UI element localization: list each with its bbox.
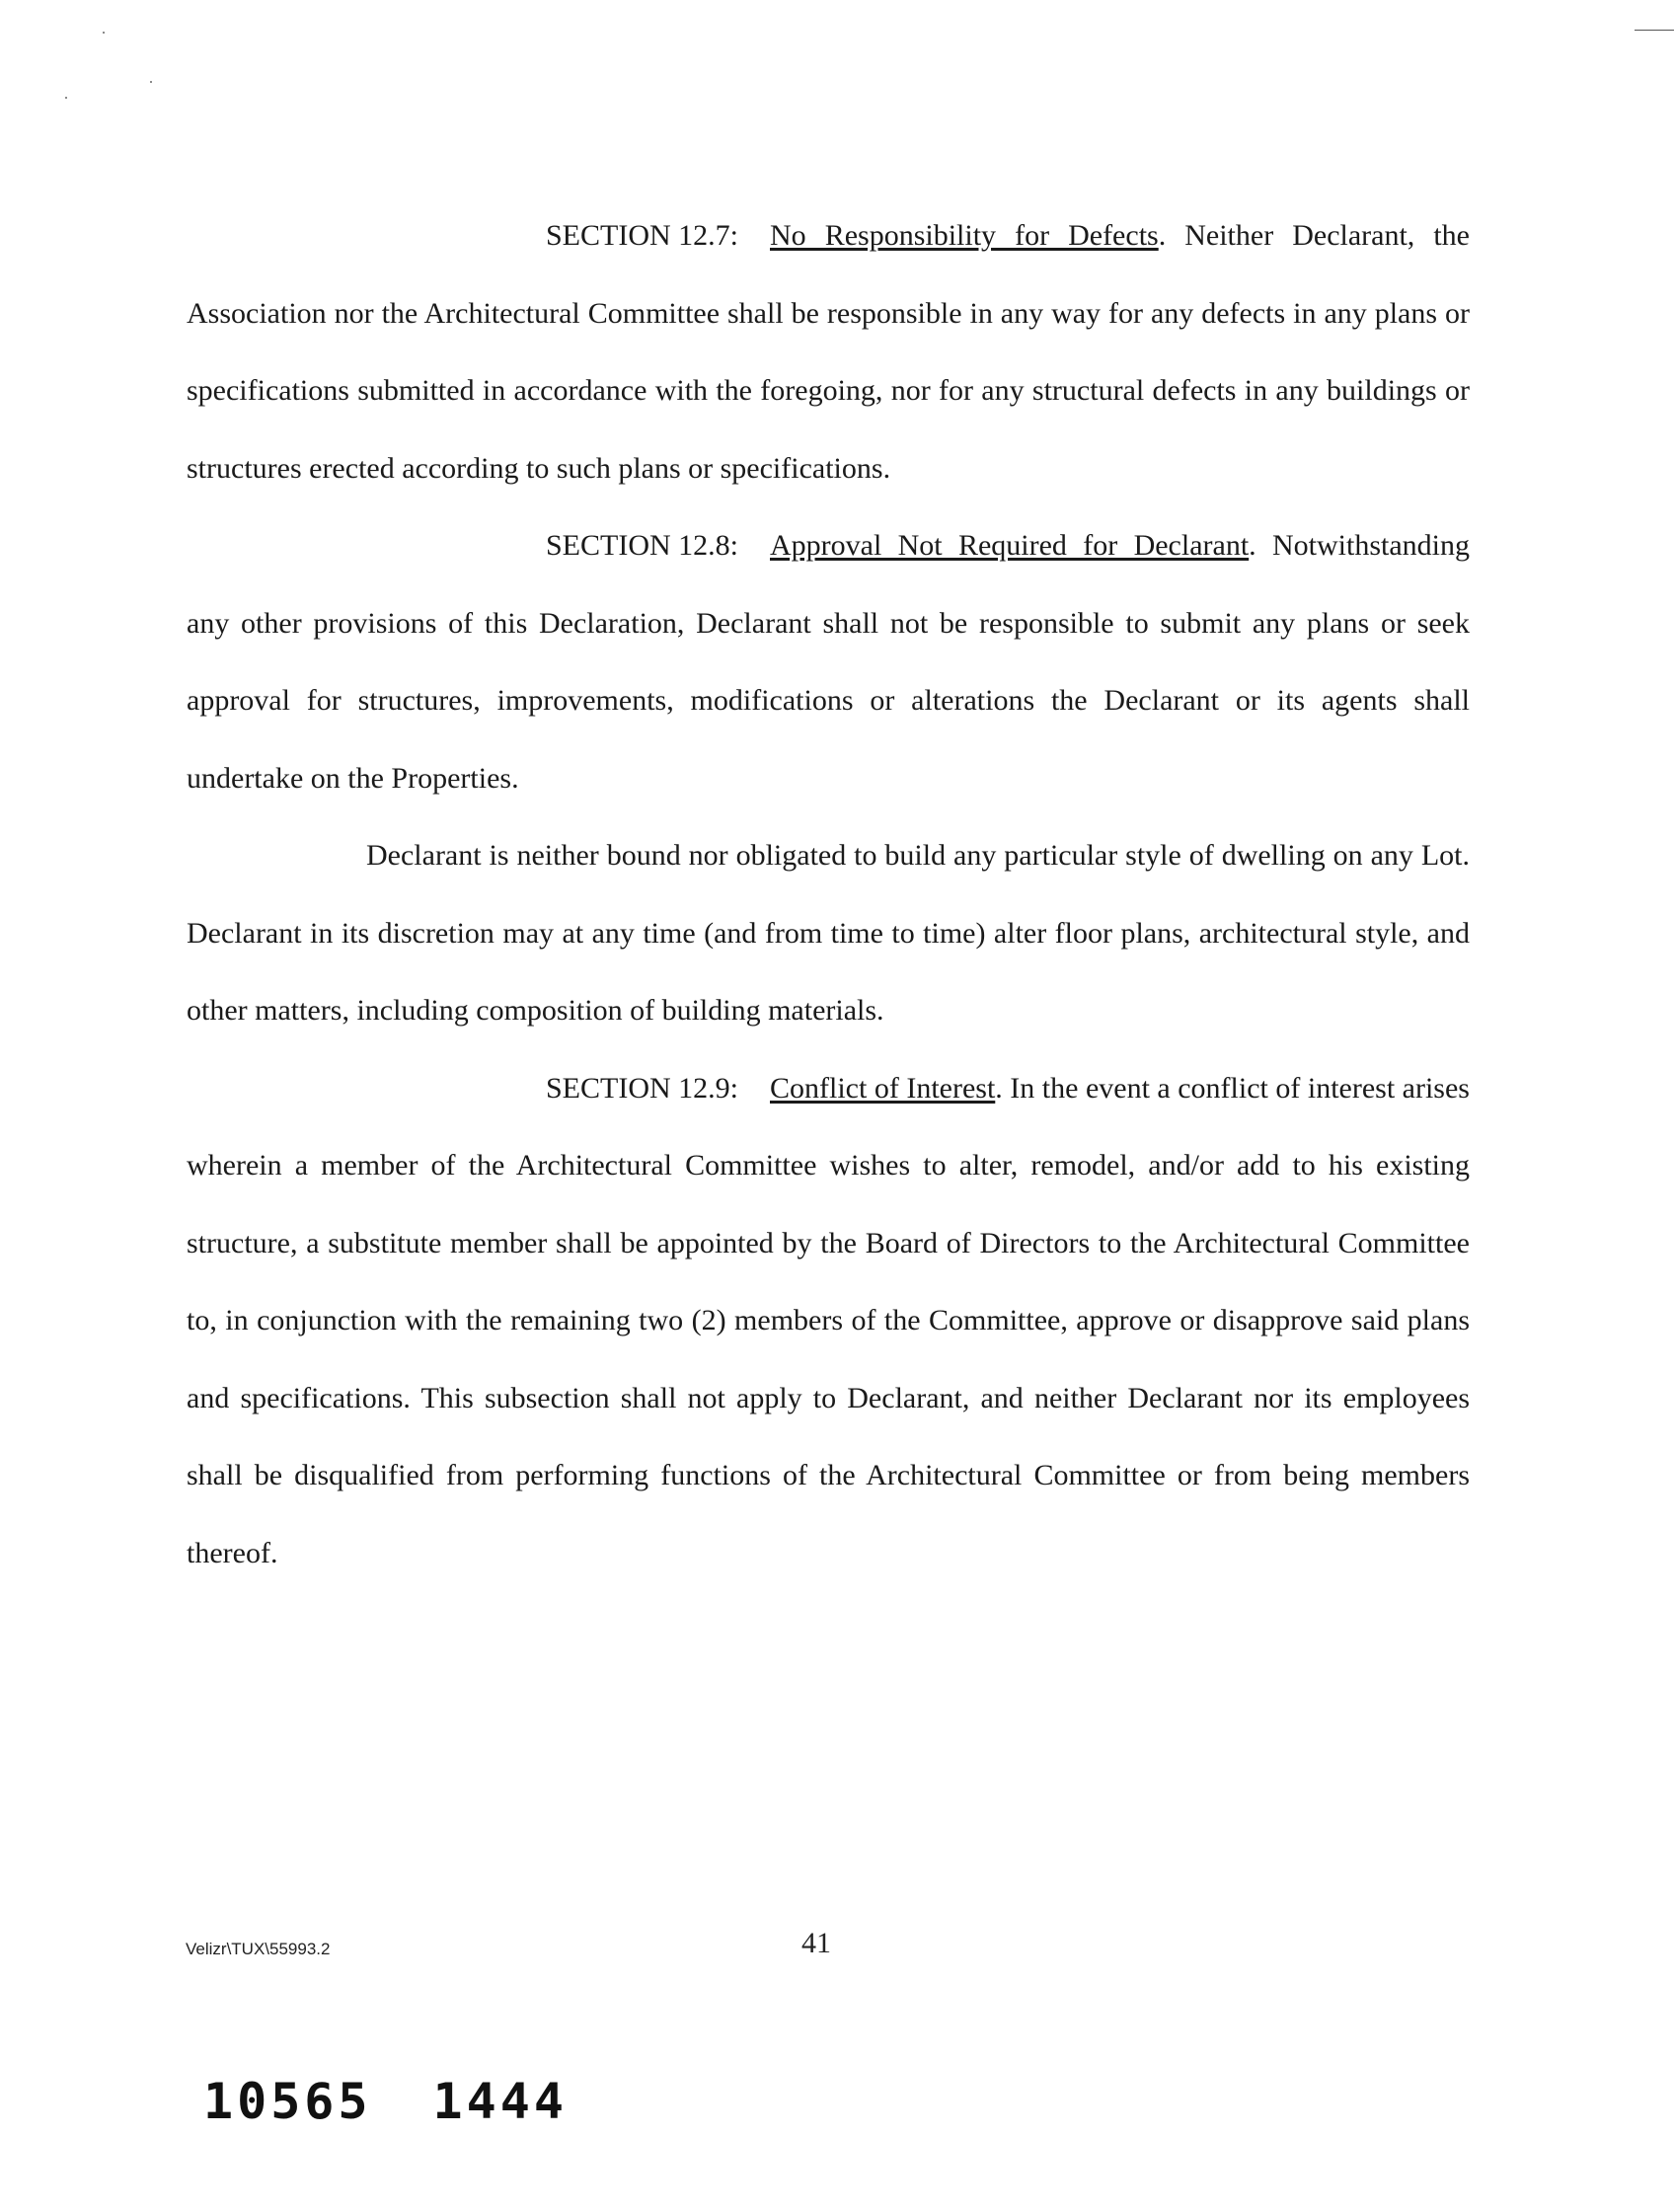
section-number: SECTION 12.7: [546,219,738,252]
scan-speck [150,81,152,83]
section-heading: Conflict of Interest [770,1071,996,1105]
declarant-paragraph: Declarant is neither bound nor obligated to build any particular style of dwelling on any Lot. Declarant in its discretion may at any time (and from time to time) alter floor plans, architectural style, and other matters, including composition of building materials. [187,839,1470,1027]
section-heading: Approval Not Required for Declarant [770,529,1250,562]
section-text: . In the event a conflict of interest arises wherein a member of the Architectural Committee wishes to alter, remodel, and/or add to his existing structure, a substitute member shall be appointed by the Board of Directors to the Architectural Committee to, in conjunction with the remaining two (2) members of the Committee, approve or disapprove said plans and specifications. This subsection shall not apply to Declarant, and neither Declarant nor its employees shall be disqualified from performing functions of the Architectural Committee or from being members thereof. [187,1071,1470,1569]
document-reference: Velizr\TUX\55993.2 [186,1940,331,1958]
section-heading: No Responsibility for Defects [770,219,1159,252]
section-number: SECTION 12.9: [546,1071,738,1105]
recording-page-number: 1444 [432,2073,568,2130]
document-body [187,197,1470,1592]
recording-stamp [203,2073,568,2130]
section-text: . Neither Declarant, the Association nor the Architectural Committee shall be responsible in any way for any defects in any plans or specifications submitted in accordance with the foregoing, nor for any structural defects in any buildings or structures erected according to such plans or specifications. [187,219,1470,485]
page-number: 41 [801,1927,831,1959]
section-12-9-paragraph [187,1050,1470,1593]
section-12-8-paragraph [187,507,1470,817]
scan-speck [65,97,67,99]
scan-speck [103,32,105,34]
section-text: . Notwithstanding any other provisions of this Declaration, Declarant shall not be responsible to submit any plans or seek approval for structures, improvements, modifications or alterations the Declarant or its agents shall undertake on the Properties. [187,529,1470,795]
section-number: SECTION 12.8: [546,529,738,562]
recording-book-number: 10565 [203,2073,372,2130]
scan-corner-mark [1635,30,1674,31]
section-12-7-paragraph [187,197,1470,507]
